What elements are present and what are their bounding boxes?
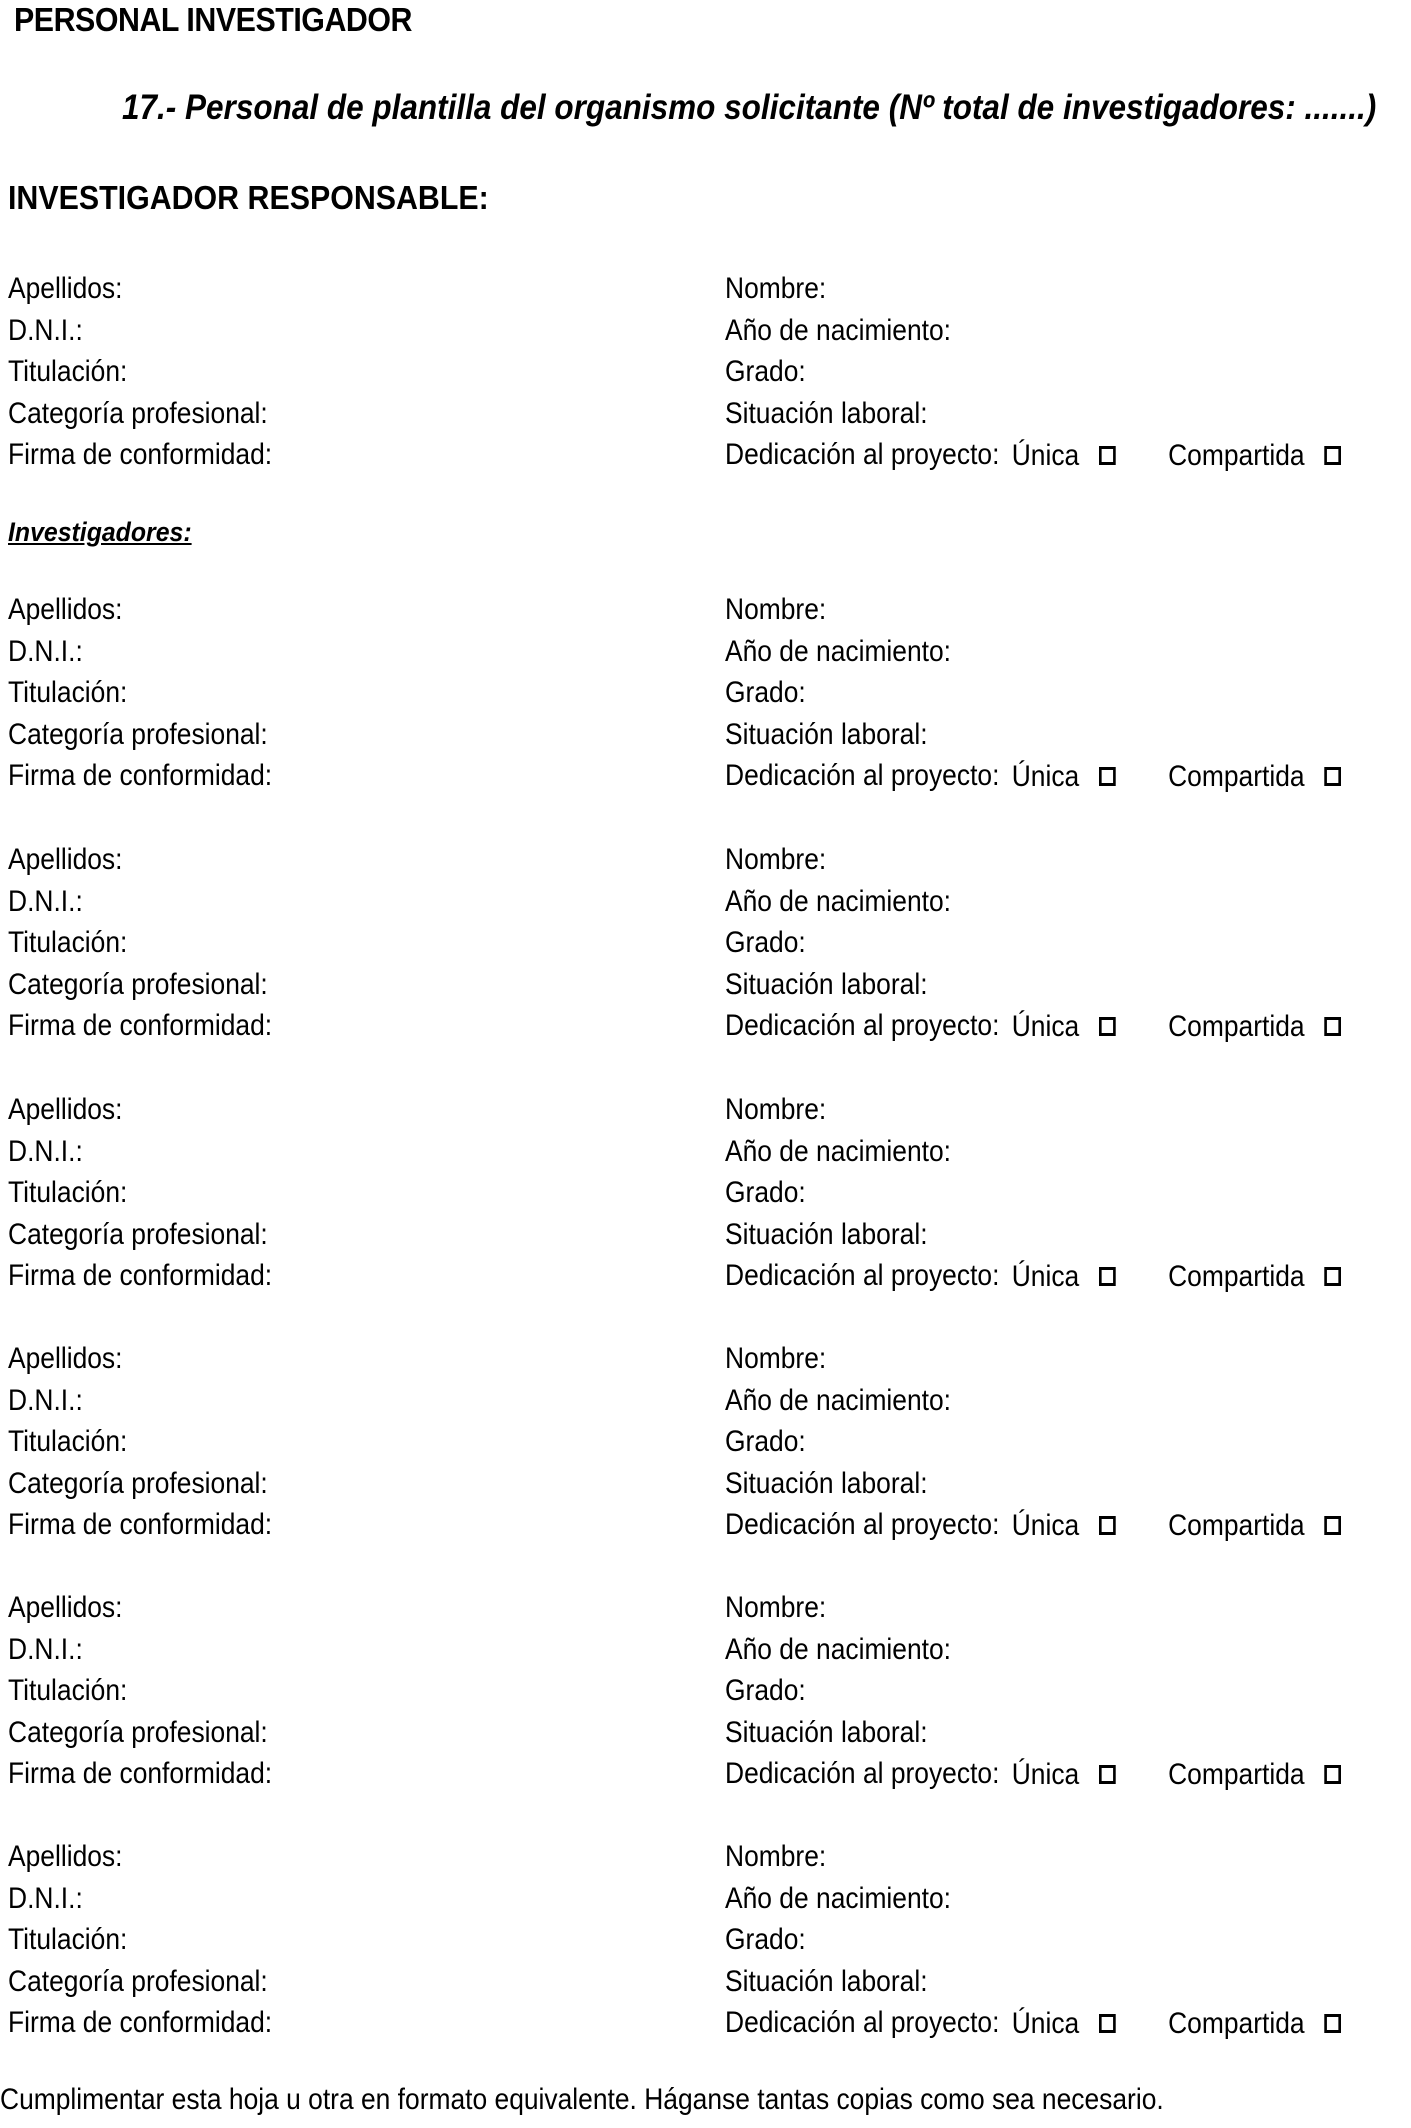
label-titulacion: Titulación: bbox=[8, 1923, 128, 1956]
option-compartida[interactable] bbox=[1168, 1256, 1341, 1298]
label-firma: Firma de conformidad: bbox=[8, 1259, 273, 1292]
label-unica: Única bbox=[1011, 2007, 1080, 2041]
label-compartida: Compartida bbox=[1168, 1509, 1305, 1543]
left-column bbox=[8, 1338, 308, 1546]
option-compartida[interactable] bbox=[1168, 2003, 1341, 2045]
checkbox-compartida[interactable] bbox=[1324, 1017, 1341, 1036]
option-unica[interactable] bbox=[1012, 435, 1116, 477]
checkbox-compartida[interactable] bbox=[1324, 1765, 1341, 1784]
dedicacion-row bbox=[725, 755, 1341, 797]
label-unica: Única bbox=[1011, 1509, 1080, 1543]
question-title: 17.- Personal de plantilla del organismo solicitante (Nº total de investigadores: .......) bbox=[122, 88, 1377, 127]
label-categoria: Categoría profesional: bbox=[8, 1964, 268, 1998]
label-apellidos: Apellidos: bbox=[8, 1342, 123, 1375]
label-unica: Única bbox=[1011, 439, 1080, 473]
label-dni: D.N.I.: bbox=[8, 1134, 83, 1168]
label-anio: Año de nacimiento: bbox=[725, 1632, 952, 1666]
checkbox-unica[interactable] bbox=[1099, 2014, 1116, 2033]
label-compartida: Compartida bbox=[1168, 1260, 1305, 1294]
checkbox-unica[interactable] bbox=[1099, 446, 1116, 465]
label-dni: D.N.I.: bbox=[8, 1881, 83, 1915]
right-column bbox=[725, 268, 1411, 476]
label-grado: Grado: bbox=[725, 1176, 806, 1209]
right-column bbox=[725, 1338, 1411, 1546]
responsible-heading: INVESTIGADOR RESPONSABLE: bbox=[8, 179, 489, 216]
left-column bbox=[8, 1587, 308, 1795]
option-compartida[interactable] bbox=[1168, 1754, 1341, 1796]
label-dni: D.N.I.: bbox=[8, 1383, 83, 1417]
label-firma: Firma de conformidad: bbox=[8, 438, 273, 471]
option-compartida[interactable] bbox=[1168, 435, 1341, 477]
label-dni: D.N.I.: bbox=[8, 884, 83, 918]
checkbox-unica[interactable] bbox=[1099, 1267, 1116, 1286]
label-grado: Grado: bbox=[725, 926, 806, 959]
dedicacion-row bbox=[725, 434, 1341, 476]
investigator-block bbox=[0, 1338, 1411, 1548]
dedicacion-row bbox=[725, 2002, 1341, 2044]
label-situacion: Situación laboral: bbox=[725, 396, 928, 430]
label-anio: Año de nacimiento: bbox=[725, 313, 952, 347]
label-firma: Firma de conformidad: bbox=[8, 759, 273, 792]
label-apellidos: Apellidos: bbox=[8, 1840, 123, 1873]
investigator-block bbox=[0, 1836, 1411, 2046]
label-categoria: Categoría profesional: bbox=[8, 717, 268, 751]
investigators-heading: Investigadores: bbox=[8, 517, 192, 547]
label-titulacion: Titulación: bbox=[8, 1425, 128, 1458]
label-unica: Única bbox=[1011, 1010, 1080, 1044]
label-grado: Grado: bbox=[725, 1425, 806, 1458]
label-nombre: Nombre: bbox=[725, 593, 827, 626]
investigator-block bbox=[0, 839, 1411, 1049]
label-anio: Año de nacimiento: bbox=[725, 1881, 952, 1915]
investigator-block bbox=[0, 1587, 1411, 1797]
label-nombre: Nombre: bbox=[725, 1840, 827, 1873]
label-categoria: Categoría profesional: bbox=[8, 1217, 268, 1251]
option-unica[interactable] bbox=[1012, 756, 1116, 798]
checkbox-compartida[interactable] bbox=[1324, 1516, 1341, 1535]
checkbox-unica[interactable] bbox=[1099, 767, 1116, 786]
label-situacion: Situación laboral: bbox=[725, 1964, 928, 1998]
investigator-block bbox=[0, 589, 1411, 799]
label-dedicacion: Dedicación al proyecto: bbox=[725, 1757, 1000, 1790]
label-dedicacion: Dedicación al proyecto: bbox=[725, 1259, 1000, 1292]
label-apellidos: Apellidos: bbox=[8, 1093, 123, 1126]
label-compartida: Compartida bbox=[1168, 1010, 1305, 1044]
label-apellidos: Apellidos: bbox=[8, 1591, 123, 1624]
right-column bbox=[725, 1836, 1411, 2044]
responsible-block bbox=[0, 268, 1411, 478]
label-nombre: Nombre: bbox=[725, 1591, 827, 1624]
label-apellidos: Apellidos: bbox=[8, 593, 123, 626]
right-column bbox=[725, 589, 1411, 797]
checkbox-unica[interactable] bbox=[1099, 1516, 1116, 1535]
label-anio: Año de nacimiento: bbox=[725, 884, 952, 918]
label-nombre: Nombre: bbox=[725, 1342, 827, 1375]
label-dedicacion: Dedicación al proyecto: bbox=[725, 2006, 1000, 2039]
dedicacion-row bbox=[725, 1504, 1341, 1546]
label-titulacion: Titulación: bbox=[8, 1674, 128, 1707]
label-grado: Grado: bbox=[725, 1674, 806, 1707]
label-dedicacion: Dedicación al proyecto: bbox=[725, 1009, 1000, 1042]
option-unica[interactable] bbox=[1012, 2003, 1116, 2045]
label-firma: Firma de conformidad: bbox=[8, 1508, 273, 1541]
left-column bbox=[8, 1836, 308, 2044]
label-anio: Año de nacimiento: bbox=[725, 1383, 952, 1417]
label-grado: Grado: bbox=[725, 676, 806, 709]
dedicacion-row bbox=[725, 1753, 1341, 1795]
label-firma: Firma de conformidad: bbox=[8, 1757, 273, 1790]
label-nombre: Nombre: bbox=[725, 1093, 827, 1126]
option-compartida[interactable] bbox=[1168, 1006, 1341, 1048]
label-firma: Firma de conformidad: bbox=[8, 1009, 273, 1042]
option-unica[interactable] bbox=[1012, 1256, 1116, 1298]
label-compartida: Compartida bbox=[1168, 439, 1305, 473]
label-situacion: Situación laboral: bbox=[725, 1466, 928, 1500]
label-anio: Año de nacimiento: bbox=[725, 634, 952, 668]
label-grado: Grado: bbox=[725, 355, 806, 388]
label-titulacion: Titulación: bbox=[8, 1176, 128, 1209]
label-grado: Grado: bbox=[725, 1923, 806, 1956]
option-compartida[interactable] bbox=[1168, 756, 1341, 798]
label-apellidos: Apellidos: bbox=[8, 843, 123, 876]
option-unica[interactable] bbox=[1012, 1754, 1116, 1796]
option-unica[interactable] bbox=[1012, 1505, 1116, 1547]
checkbox-compartida[interactable] bbox=[1324, 767, 1341, 786]
label-dni: D.N.I.: bbox=[8, 634, 83, 668]
label-dni: D.N.I.: bbox=[8, 1632, 83, 1666]
checkbox-unica[interactable] bbox=[1099, 1017, 1116, 1036]
label-categoria: Categoría profesional: bbox=[8, 1466, 268, 1500]
label-unica: Única bbox=[1011, 1758, 1080, 1792]
label-dedicacion: Dedicación al proyecto: bbox=[725, 438, 1000, 471]
label-compartida: Compartida bbox=[1168, 1758, 1305, 1792]
label-firma: Firma de conformidad: bbox=[8, 2006, 273, 2039]
label-situacion: Situación laboral: bbox=[725, 967, 928, 1001]
left-column bbox=[8, 839, 308, 1047]
label-unica: Única bbox=[1011, 1260, 1080, 1294]
right-column bbox=[725, 839, 1411, 1047]
option-unica[interactable] bbox=[1012, 1006, 1116, 1048]
checkbox-compartida[interactable] bbox=[1324, 446, 1341, 465]
left-column bbox=[8, 589, 308, 797]
section-title: PERSONAL INVESTIGADOR bbox=[14, 1, 413, 38]
label-dedicacion: Dedicación al proyecto: bbox=[725, 759, 1000, 792]
label-categoria: Categoría profesional: bbox=[8, 396, 268, 430]
right-column bbox=[725, 1587, 1411, 1795]
checkbox-unica[interactable] bbox=[1099, 1765, 1116, 1784]
dedicacion-row bbox=[725, 1255, 1341, 1297]
label-compartida: Compartida bbox=[1168, 760, 1305, 794]
label-situacion: Situación laboral: bbox=[725, 717, 928, 751]
label-situacion: Situación laboral: bbox=[725, 1715, 928, 1749]
right-column bbox=[725, 1089, 1411, 1297]
footer-note: Cumplimentar esta hoja u otra en formato equivalente. Háganse tantas copias como sea necesario. bbox=[0, 2083, 1164, 2116]
label-nombre: Nombre: bbox=[725, 843, 827, 876]
checkbox-compartida[interactable] bbox=[1324, 2014, 1341, 2033]
label-nombre: Nombre: bbox=[725, 272, 827, 305]
dedicacion-row bbox=[725, 1005, 1341, 1047]
label-situacion: Situación laboral: bbox=[725, 1217, 928, 1251]
left-column bbox=[8, 268, 308, 476]
label-dedicacion: Dedicación al proyecto: bbox=[725, 1508, 1000, 1541]
label-anio: Año de nacimiento: bbox=[725, 1134, 952, 1168]
investigator-block bbox=[0, 1089, 1411, 1299]
label-titulacion: Titulación: bbox=[8, 926, 128, 959]
checkbox-compartida[interactable] bbox=[1324, 1267, 1341, 1286]
left-column bbox=[8, 1089, 308, 1297]
label-compartida: Compartida bbox=[1168, 2007, 1305, 2041]
label-dni: D.N.I.: bbox=[8, 313, 83, 347]
label-titulacion: Titulación: bbox=[8, 355, 128, 388]
label-categoria: Categoría profesional: bbox=[8, 1715, 268, 1749]
label-categoria: Categoría profesional: bbox=[8, 967, 268, 1001]
label-unica: Única bbox=[1011, 760, 1080, 794]
option-compartida[interactable] bbox=[1168, 1505, 1341, 1547]
label-apellidos: Apellidos: bbox=[8, 272, 123, 305]
label-titulacion: Titulación: bbox=[8, 676, 128, 709]
